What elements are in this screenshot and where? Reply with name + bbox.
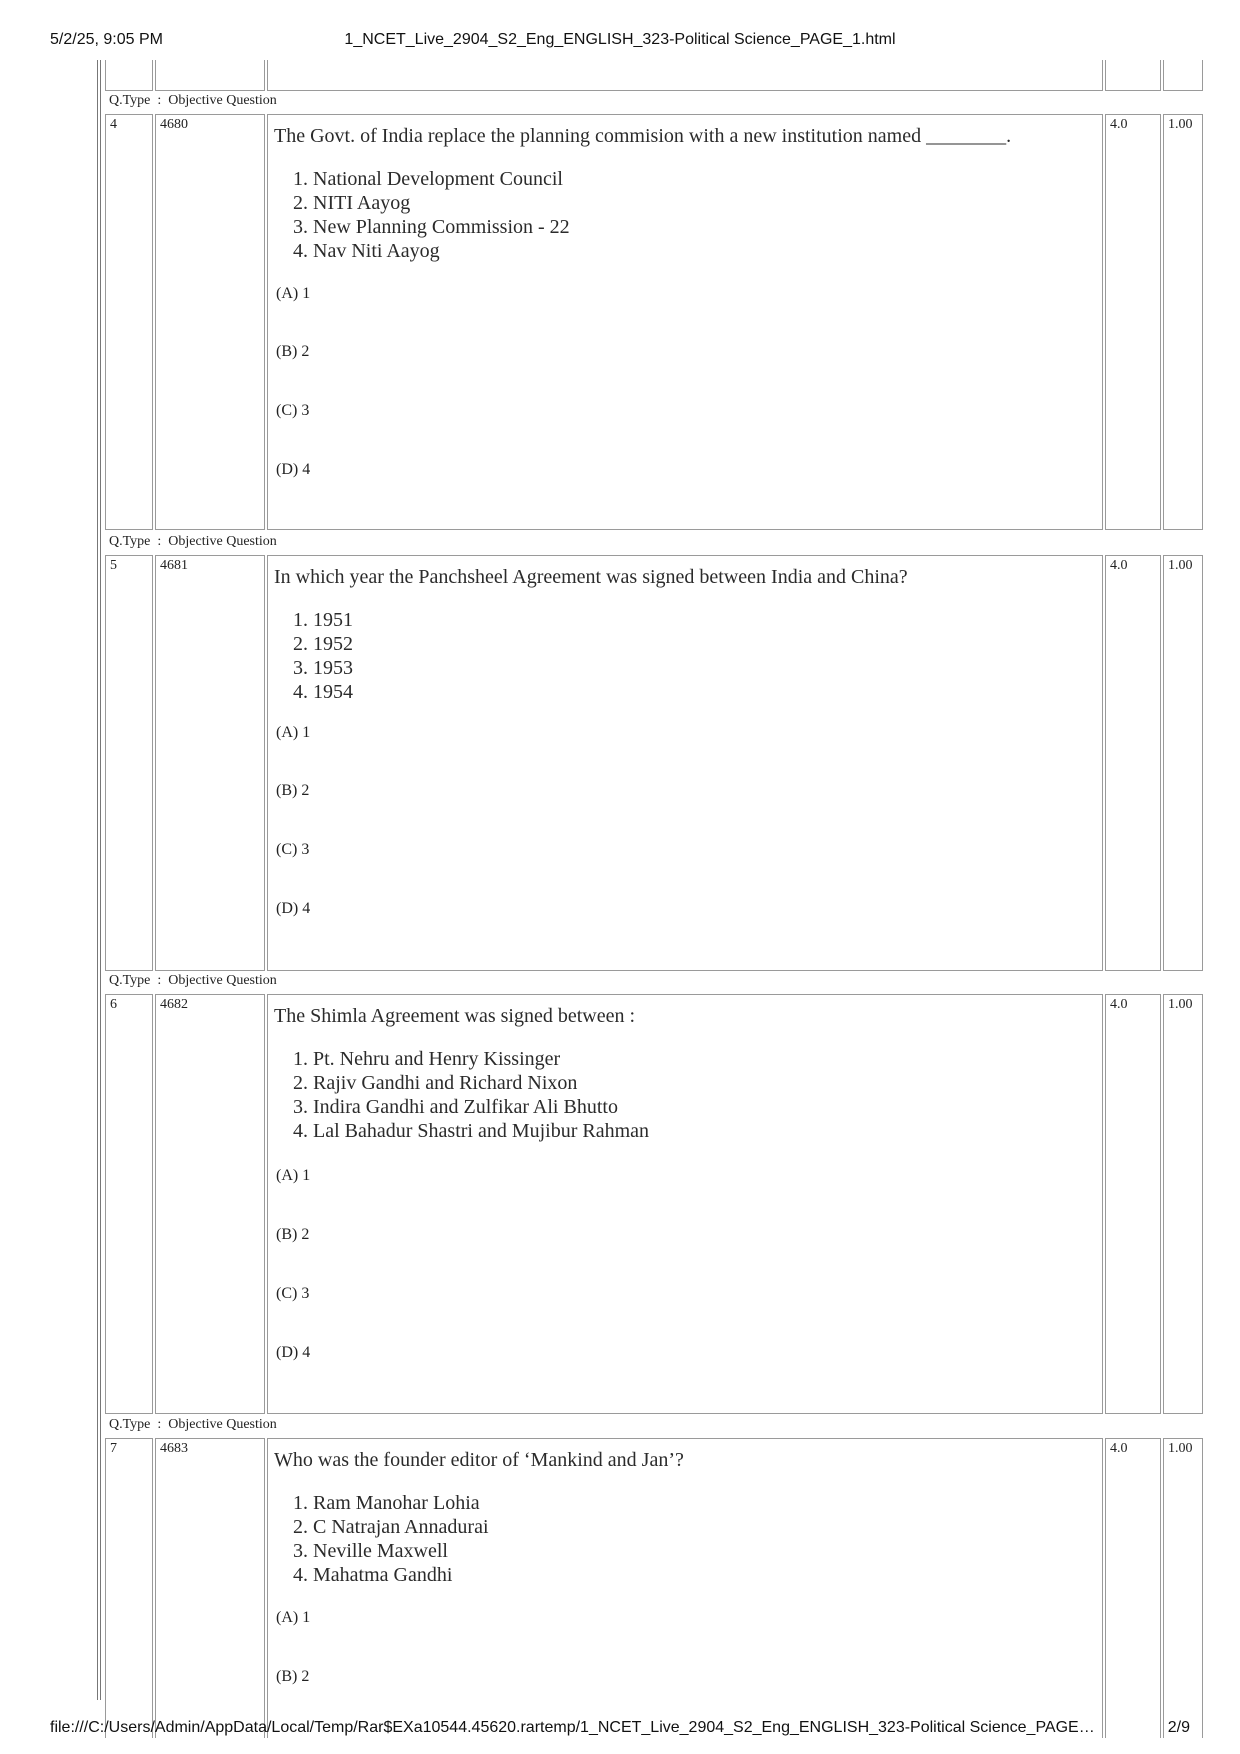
option-list — [293, 1047, 649, 1143]
question-serial: 5 — [110, 558, 117, 573]
question-negative-marks: 1.00 — [1168, 558, 1193, 573]
question-id: 4682 — [160, 997, 188, 1012]
answer-choice: (A) 1 — [276, 1167, 311, 1184]
question-type-label: Q.Type : Objective Question — [109, 973, 277, 988]
option-item: 4. Nav Niti Aayog — [293, 240, 440, 262]
question-content — [267, 555, 1103, 971]
option-item: 4. 1954 — [293, 681, 353, 703]
question-id: 4681 — [160, 558, 188, 573]
answer-choice: (C) 3 — [276, 1285, 310, 1302]
question-serial: 7 — [110, 1441, 117, 1456]
question-marks: 4.0 — [1110, 117, 1128, 132]
option-item: 4. Mahatma Gandhi — [293, 1564, 453, 1586]
answer-choice: (D) 4 — [276, 461, 311, 478]
option-item: 3. Indira Gandhi and Zulfikar Ali Bhutto — [293, 1096, 618, 1118]
option-item: 1. 1951 — [293, 609, 353, 631]
option-item: 2. Rajiv Gandhi and Richard Nixon — [293, 1072, 578, 1094]
question-content — [267, 114, 1103, 530]
question-negative-marks: 1.00 — [1168, 117, 1193, 132]
browser-print-footer — [0, 1719, 1240, 1741]
option-item: 3. New Planning Commission - 22 — [293, 216, 570, 238]
option-item: 1. National Development Council — [293, 168, 563, 190]
option-item: 2. C Natrajan Annadurai — [293, 1516, 489, 1538]
question-paper-table — [97, 60, 1193, 1700]
browser-print-header — [0, 31, 1240, 53]
question-text: Who was the founder editor of ‘Mankind and Jan’? — [274, 1449, 684, 1471]
question-negative-marks: 1.00 — [1168, 1441, 1193, 1456]
question-type-label: Q.Type : Objective Question — [109, 1417, 277, 1432]
option-item: 3. Neville Maxwell — [293, 1540, 448, 1562]
question-text: The Govt. of India replace the planning commision with a new institution named ________. — [274, 125, 1012, 147]
question-text: In which year the Panchsheel Agreement was signed between India and China? — [274, 566, 908, 588]
question-marks: 4.0 — [1110, 1441, 1128, 1456]
question-type-label: Q.Type : Objective Question — [109, 534, 277, 549]
answer-choice: (B) 2 — [276, 343, 310, 360]
question-negative-marks: 1.00 — [1168, 997, 1193, 1012]
answer-choice: (B) 2 — [276, 1226, 310, 1243]
question-marks: 4.0 — [1110, 558, 1128, 573]
answer-choice: (A) 1 — [276, 285, 311, 302]
question-id: 4683 — [160, 1441, 188, 1456]
option-item: 4. Lal Bahadur Shastri and Mujibur Rahman — [293, 1120, 650, 1142]
question-content — [267, 1438, 1103, 1738]
question-text: The Shimla Agreement was signed between : — [274, 1005, 636, 1027]
question-type-label: Q.Type : Objective Question — [109, 93, 277, 108]
option-list — [293, 167, 570, 263]
question-marks: 4.0 — [1110, 997, 1128, 1012]
question-serial: 4 — [110, 117, 117, 132]
option-item: 1. Pt. Nehru and Henry Kissinger — [293, 1048, 561, 1070]
answer-choice: (A) 1 — [276, 724, 311, 741]
print-page-number: 2/9 — [1167, 1719, 1190, 1736]
question-serial: 6 — [110, 997, 117, 1012]
option-list — [293, 608, 353, 704]
print-file-path: file:///C:/Users/Admin/AppData/Local/Temp/Rar$EXa10544.45620.rartemp/1_NCET_Live_2904_S2_Eng_ENGLISH_323-Political Science_PAGE… — [50, 1719, 1095, 1736]
answer-choice: (D) 4 — [276, 900, 311, 917]
print-datetime: 5/2/25, 9:05 PM — [50, 31, 163, 48]
option-list — [293, 1491, 489, 1587]
answer-choice: (B) 2 — [276, 1668, 310, 1685]
answer-choice: (D) 4 — [276, 1344, 311, 1361]
option-item: 2. 1952 — [293, 633, 353, 655]
option-item: 2. NITI Aayog — [293, 192, 411, 214]
answer-choice: (C) 3 — [276, 841, 310, 858]
answer-choice: (B) 2 — [276, 782, 310, 799]
option-item: 1. Ram Manohar Lohia — [293, 1492, 480, 1514]
answer-choice: (C) 3 — [276, 402, 310, 419]
print-doc-title: 1_NCET_Live_2904_S2_Eng_ENGLISH_323-Political Science_PAGE_1.html — [344, 31, 896, 48]
option-item: 3. 1953 — [293, 657, 353, 679]
answer-choice: (A) 1 — [276, 1609, 311, 1626]
question-content — [267, 994, 1103, 1414]
question-id: 4680 — [160, 117, 188, 132]
